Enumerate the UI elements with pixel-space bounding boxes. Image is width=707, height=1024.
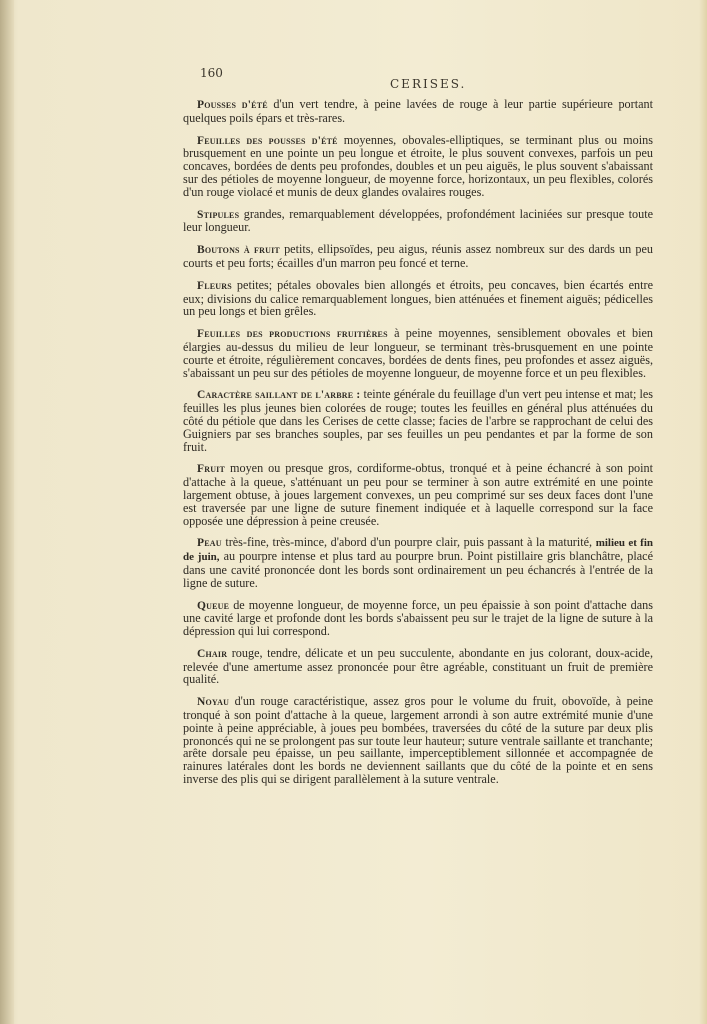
term-label: Pousses d'été: [197, 99, 268, 111]
paragraph-text: très-fine, très-mince, d'abord d'un pourpre clair, puis passant à la maturité,: [221, 535, 596, 550]
paragraph-feuilles-pousses: [183, 134, 653, 199]
paragraph-text: teinte générale du feuillage d'un vert peu intense et mat; les feuilles les plus jeunes bien colorées de rouge; toutes les feuilles en général plus atténuées du côté du pétiole que dans les Cerises de cette classe; facies de l'arbre se rapprochant de celui des Guigniers par ses branches souples, par ses feuilles un peu pendantes et par la forme de son fruit.: [183, 387, 654, 454]
ripening-period: milieu et fin de juin,: [183, 537, 653, 564]
term-label: Fruit: [197, 463, 226, 476]
running-title: CERISES.: [390, 77, 467, 91]
paragraph-chair: [183, 647, 653, 686]
paragraph-text: moyen ou presque gros, cordiforme-obtus, tronqué et à peine échancré à son point d'attache à la queue, s'atténuant un peu pour se terminer à son autre extrémité en une pointe largement obtuse, à joues largement convexes, un peu comprimé sur ses deux faces dont l'une est traversée par une ligne de suture finement indiquée et à laquelle correspond sur la face opposée une dépression à peine creusée.: [183, 461, 653, 528]
paragraph-fruit: [183, 462, 653, 527]
paragraph-boutons: [183, 243, 653, 270]
paragraph-text: d'un vert tendre, à peine lavées de rouge à leur partie supérieure portant quelques poils épars et très-rares.: [183, 97, 653, 125]
paragraph-feuilles-productions: [183, 327, 653, 379]
paragraph-noyau: [183, 695, 653, 786]
term-label: Boutons à fruit: [197, 244, 280, 257]
paragraph-text: de moyenne longueur, de moyenne force, un peu épaissie à son point d'attache dans une cavité large et profonde dont les bords s'abaissent peu sur le trajet de la ligne de suture à la dépression qui lui correspond.: [183, 597, 653, 639]
paragraph-text: à peine moyennes, sensiblement obovales et bien élargies au-dessus du milieu de leur longueur, se terminant très-brusquement en une pointe courte et étroite, régulièrement concaves, bordées de dents fines, peu profondes et assez aiguës, s'abaissant un peu sur des pétioles de moyenne longueur, de moyenne force et un peu flexibles.: [183, 326, 654, 380]
term-label: Stipules: [197, 208, 240, 221]
term-label: Feuilles des pousses d'été: [197, 134, 338, 147]
paragraph-text: petits, ellipsoïdes, peu aigus, réunis assez nombreux sur des dards un peu courts et peu forts; écailles d'un marron peu foncé et terne.: [183, 242, 653, 270]
paragraph-text: grandes, remarquablement développées, profondément laciniées sur presque toute leur longueur.: [183, 206, 653, 235]
paragraph-caractere: [183, 388, 653, 453]
paragraph-text: petites; pétales obovales bien allongés et étroits, peu concaves, bien écartés entre eux; divisions du calice remarquablement longues, bien atténuées et finement aiguës; pédicelles un peu longs et bien grêles.: [183, 277, 653, 319]
term-label: Queue: [197, 599, 230, 612]
paragraph-text: d'un rouge caractéristique, assez gros pour le volume du fruit, obovoïde, à peine tronqué à son point d'attache à la queue, largement arrondi à son autre extrémité munie d'une pointe à peine appréciable, à joues peu bombées, traversées du côté de la suture par deux plis prononcés qui ne se prolongent pas sur toute leur hauteur; suture ventrale saillante et tranchante; arête dorsale peu épaisse, un peu saillante, imperceptiblement sillonnée et accompagnée de rainures latérales dont les bords ne deviennent saillants que du côté de la pointe et en sens inverse des plis qui se dirigent parallèlement à la suture ventrale.: [183, 694, 653, 787]
page-gutter: [0, 0, 14, 1024]
term-label: Noyau: [197, 696, 230, 709]
term-label: Caractère saillant de l'arbre :: [197, 389, 361, 402]
paragraph-queue: [183, 599, 653, 638]
paragraph-text: au pourpre intense et plus tard au pourpre brun. Point pistillaire gris blanchâtre, placé dans une cavité prononcée dont les bords sont ordinairement un peu échancrés à l'entrée de la ligne de suture.: [183, 549, 653, 590]
term-label: Peau: [197, 537, 222, 550]
paragraph-peau: [183, 536, 653, 589]
paragraph-fleurs: [183, 279, 653, 318]
term-label: Feuilles des productions fruitières: [197, 328, 388, 341]
page-edge: [699, 0, 707, 1024]
paragraph-stipules: [183, 208, 653, 235]
body-text: [183, 98, 653, 795]
paragraph-pousses: [183, 98, 653, 125]
paragraph-text: moyennes, obovales-elliptiques, se terminant plus ou moins brusquement en une pointe un peu longue et étroite, le plus souvent convexes, parfois un peu concaves, bordées de dents peu profondes, doubles et un peu aiguës, le plus souvent s'abaissant sur des pétioles de moyenne longueur, de moyenne force, horizontaux, un peu flexibles, colorés d'un rouge violacé et munis de deux glandes ovalaires rouges.: [183, 132, 653, 199]
term-label: Chair: [197, 647, 228, 660]
page-number: 160: [200, 66, 223, 80]
paragraph-text: rouge, tendre, délicate et un peu succulente, abondante en jus colorant, doux-acide, relevée d'une amertume assez prononcée pour être agréable, constituant un fruit de première qualité.: [183, 645, 653, 687]
term-label: Fleurs: [197, 279, 232, 292]
